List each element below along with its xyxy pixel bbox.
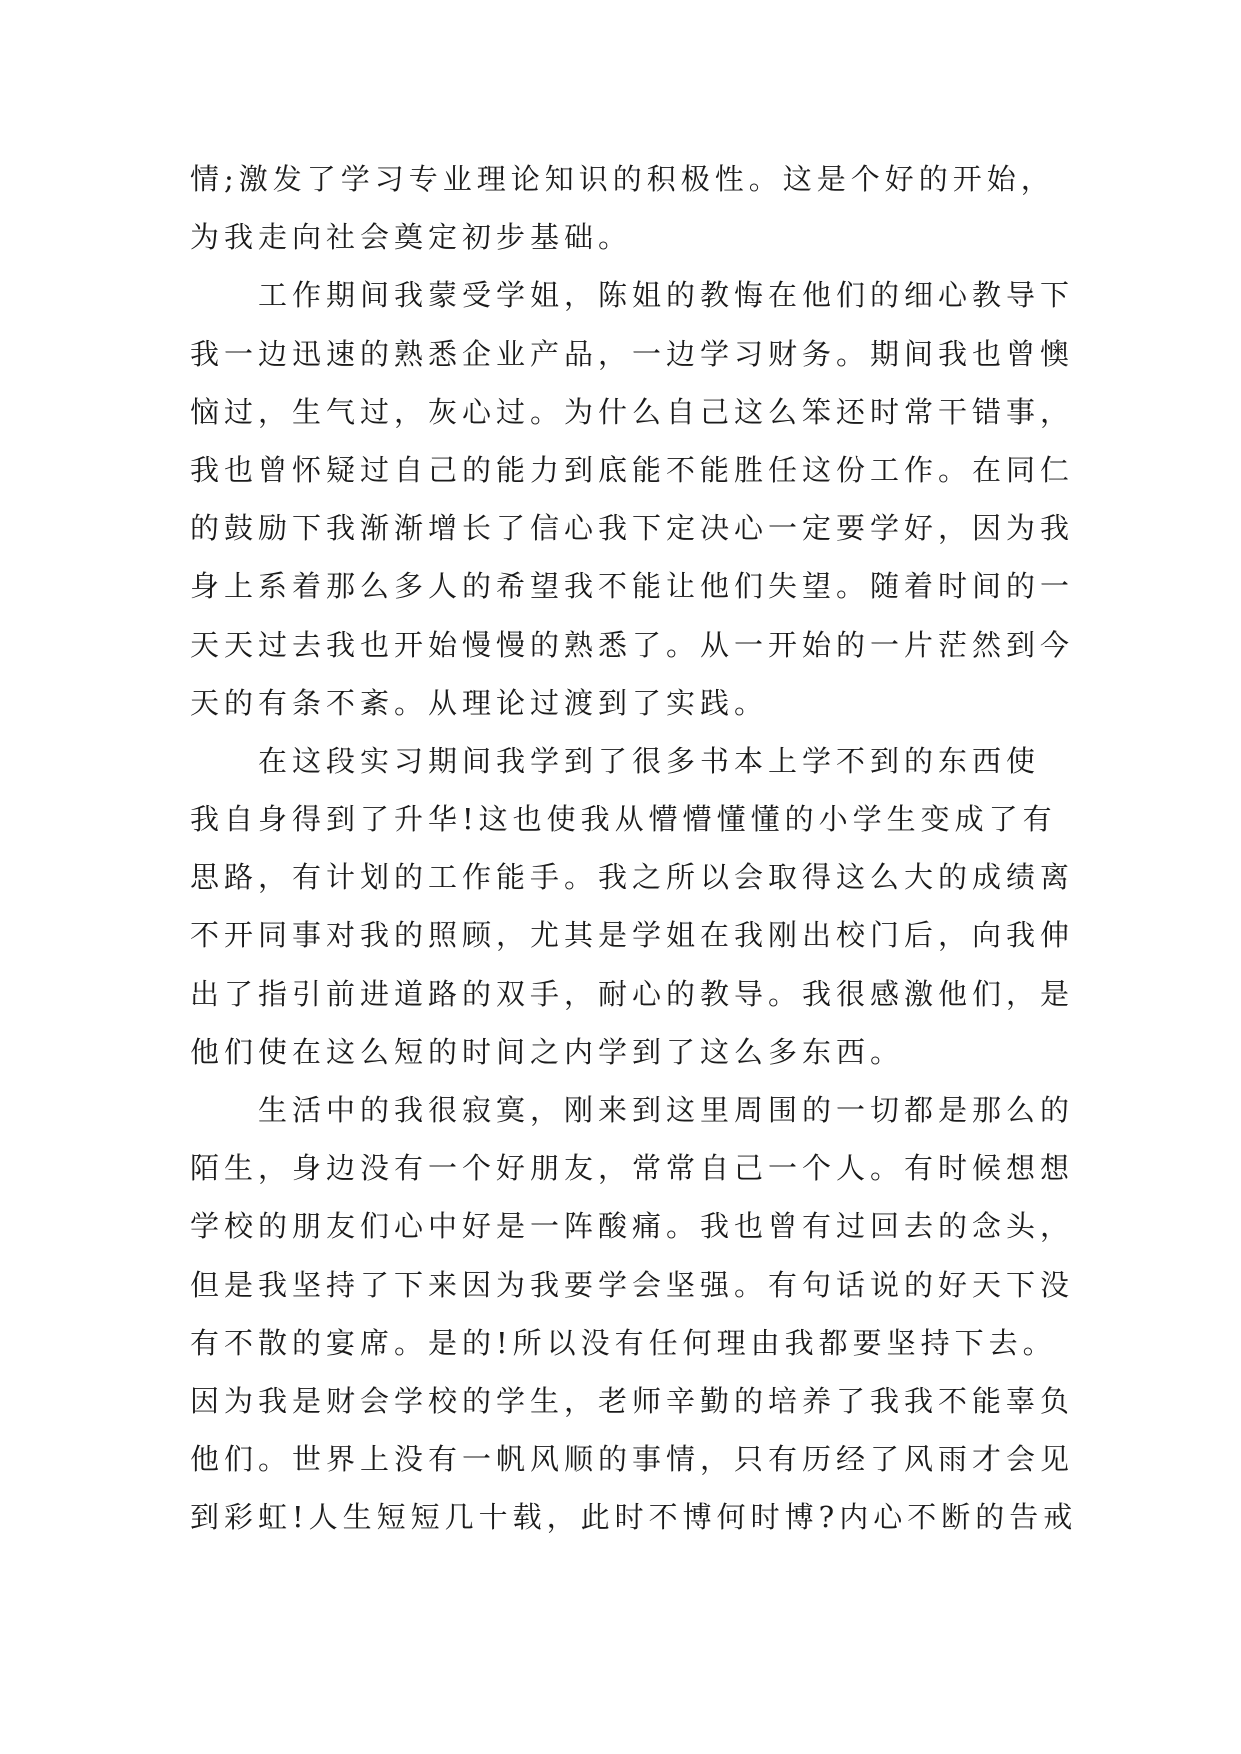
- text-line: 陌生，身边没有一个好朋友，常常自己一个人。有时候想想: [190, 1151, 1075, 1186]
- text-line: 因为我是财会学校的学生，老师辛勤的培养了我我不能辜负: [190, 1383, 1075, 1418]
- text-line: 他们。世界上没有一帆风顺的事情，只有历经了风雨才会见: [190, 1442, 1075, 1477]
- text-line: 情;激发了学习专业理论知识的积极性。这是个好的开始，: [190, 162, 1055, 196]
- text-line: 但是我坚持了下来因为我要学会坚强。有句话说的好天下没: [190, 1267, 1075, 1302]
- text-line: 他们使在这么短的时间之内学到了这么多东西。: [190, 1034, 905, 1069]
- text-line: 为我走向社会奠定初步基础。: [190, 220, 633, 255]
- text-line: 天的有条不紊。从理论过渡到了实践。: [190, 685, 769, 720]
- text-line: 的鼓励下我渐渐增长了信心我下定决心一定要学好，因为我: [190, 511, 1075, 546]
- text-line: 到彩虹!人生短短几十载，此时不博何时博?内心不断的告戒: [190, 1500, 1078, 1535]
- text-line: 我也曾怀疑过自己的能力到底能不能胜任这份工作。在同仁: [190, 452, 1075, 487]
- text-line: 思路，有计划的工作能手。我之所以会取得这么大的成绩离: [190, 860, 1075, 895]
- text-line: 出了指引前进道路的双手，耐心的教导。我很感激他们，是: [190, 976, 1075, 1011]
- body-text: [190, 150, 1078, 1547]
- text-line: 工作期间我蒙受学姐，陈姐的教悔在他们的细心教导下: [190, 278, 1075, 313]
- text-line: 学校的朋友们心中好是一阵酸痛。我也曾有过回去的念头，: [190, 1209, 1075, 1244]
- text-line: 恼过，生气过，灰心过。为什么自己这么笨还时常干错事，: [190, 394, 1075, 429]
- text-line: 有不散的宴席。是的!所以没有任何理由我都要坚持下去。: [190, 1325, 1057, 1360]
- text-line: 生活中的我很寂寞，刚来到这里周围的一切都是那么的: [190, 1093, 1075, 1127]
- text-line: 身上系着那么多人的希望我不能让他们失望。随着时间的一: [190, 569, 1075, 604]
- text-line: 不开同事对我的照顾，尤其是学姐在我刚出校门后，向我伸: [190, 918, 1075, 953]
- text-line: 我一边迅速的熟悉企业产品，一边学习财务。期间我也曾懊: [190, 336, 1075, 371]
- text-line: 在这段实习期间我学到了很多书本上学不到的东西使: [190, 743, 1041, 778]
- text-line: 我自身得到了升华!这也使我从懵懵懂懂的小学生变成了有: [190, 802, 1057, 837]
- text-line: 天天过去我也开始慢慢的熟悉了。从一开始的一片茫然到今: [190, 627, 1075, 662]
